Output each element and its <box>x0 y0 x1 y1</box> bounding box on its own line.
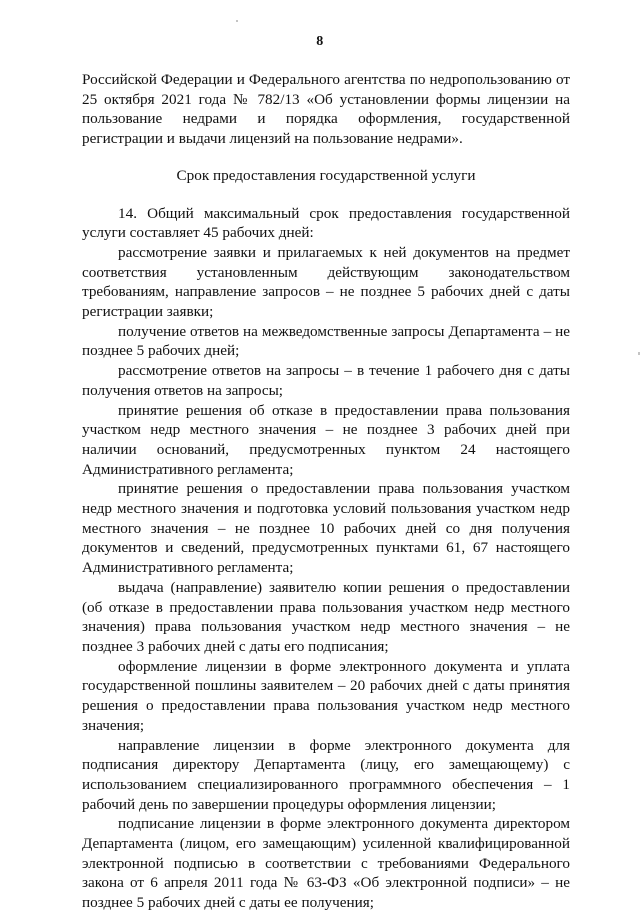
paragraph: рассмотрение заявки и прилагаемых к ней документов на предмет соответствия установленным действующим законодательством требованиям, направление запросов – не позднее 5 рабочих дней с даты регистрации заявки; <box>82 243 570 321</box>
paragraph: оформление лицензии в форме электронного документа и уплата государственной пошлины заявителем – 20 рабочих дней с даты принятия решения о предоставлении права пользования участком недр местного значения; <box>82 657 570 734</box>
paragraph: направление лицензии в форме электронного документа для подписания директору Департамента (лицу, его замещающему) с использованием специализированного программного обеспечения – 1 рабочий день по завершении процедуры оформления лицензии; <box>82 736 570 813</box>
intro-paragraph: Российской Федерации и Федерального агентства по недропользованию от 25 октября 2021 года № 782/13 «Об установлении формы лицензии на пользование недрами и порядка оформления, государственной регистрации и выдачи лицензий на пользование недрами». <box>82 71 570 148</box>
section-heading: Срок предоставления государственной услуги <box>176 166 476 184</box>
paragraph: рассмотрение ответов на запросы – в течение 1 рабочего дня с даты получения ответов на запросы; <box>82 362 570 399</box>
paragraph: получение ответов на межведомственные запросы Департамента – не позднее 5 рабочих дней; <box>82 322 570 360</box>
paragraph: принятие решения об отказе в предоставлении права пользования участком недр местного значения – не позднее 3 рабочих дней при наличии оснований, предусмотренных пунктом 24 настоящего Административного регламента; <box>82 401 570 478</box>
paragraph: принятие решения о предоставлении права пользования участком недр местного значения и подготовка условий пользования участком недр местного значения – не позднее 10 рабочих дней со дня получения документов и сведений, предусмотренных пунктами 61, 67 настоящего Административного регламента; <box>82 480 570 577</box>
paragraph: 14. Общий максимальный срок предоставления государственной услуги составляет 45 рабочих дней: <box>82 204 570 242</box>
paragraph: выдача (направление) заявителю копии решения о предоставлении (об отказе в предоставлении права пользования участком недр местного значения) права пользования участком недр местного значения – не позднее 3 рабочих дней с даты его подписания; <box>82 578 570 655</box>
paragraph: подписание лицензии в форме электронного документа директором Департамента (лицом, его замещающим) усиленной квалифицированной электронной подписью в соответствии с требованиями Федерального закона от 6 апреля 2011 года № 63-ФЗ «Об электронной подписи» – не позднее 5 рабочих дней с даты ее получения; <box>82 815 570 912</box>
page-number: 8 <box>316 34 324 49</box>
document-body <box>82 70 570 913</box>
scan-artifact <box>236 20 238 22</box>
